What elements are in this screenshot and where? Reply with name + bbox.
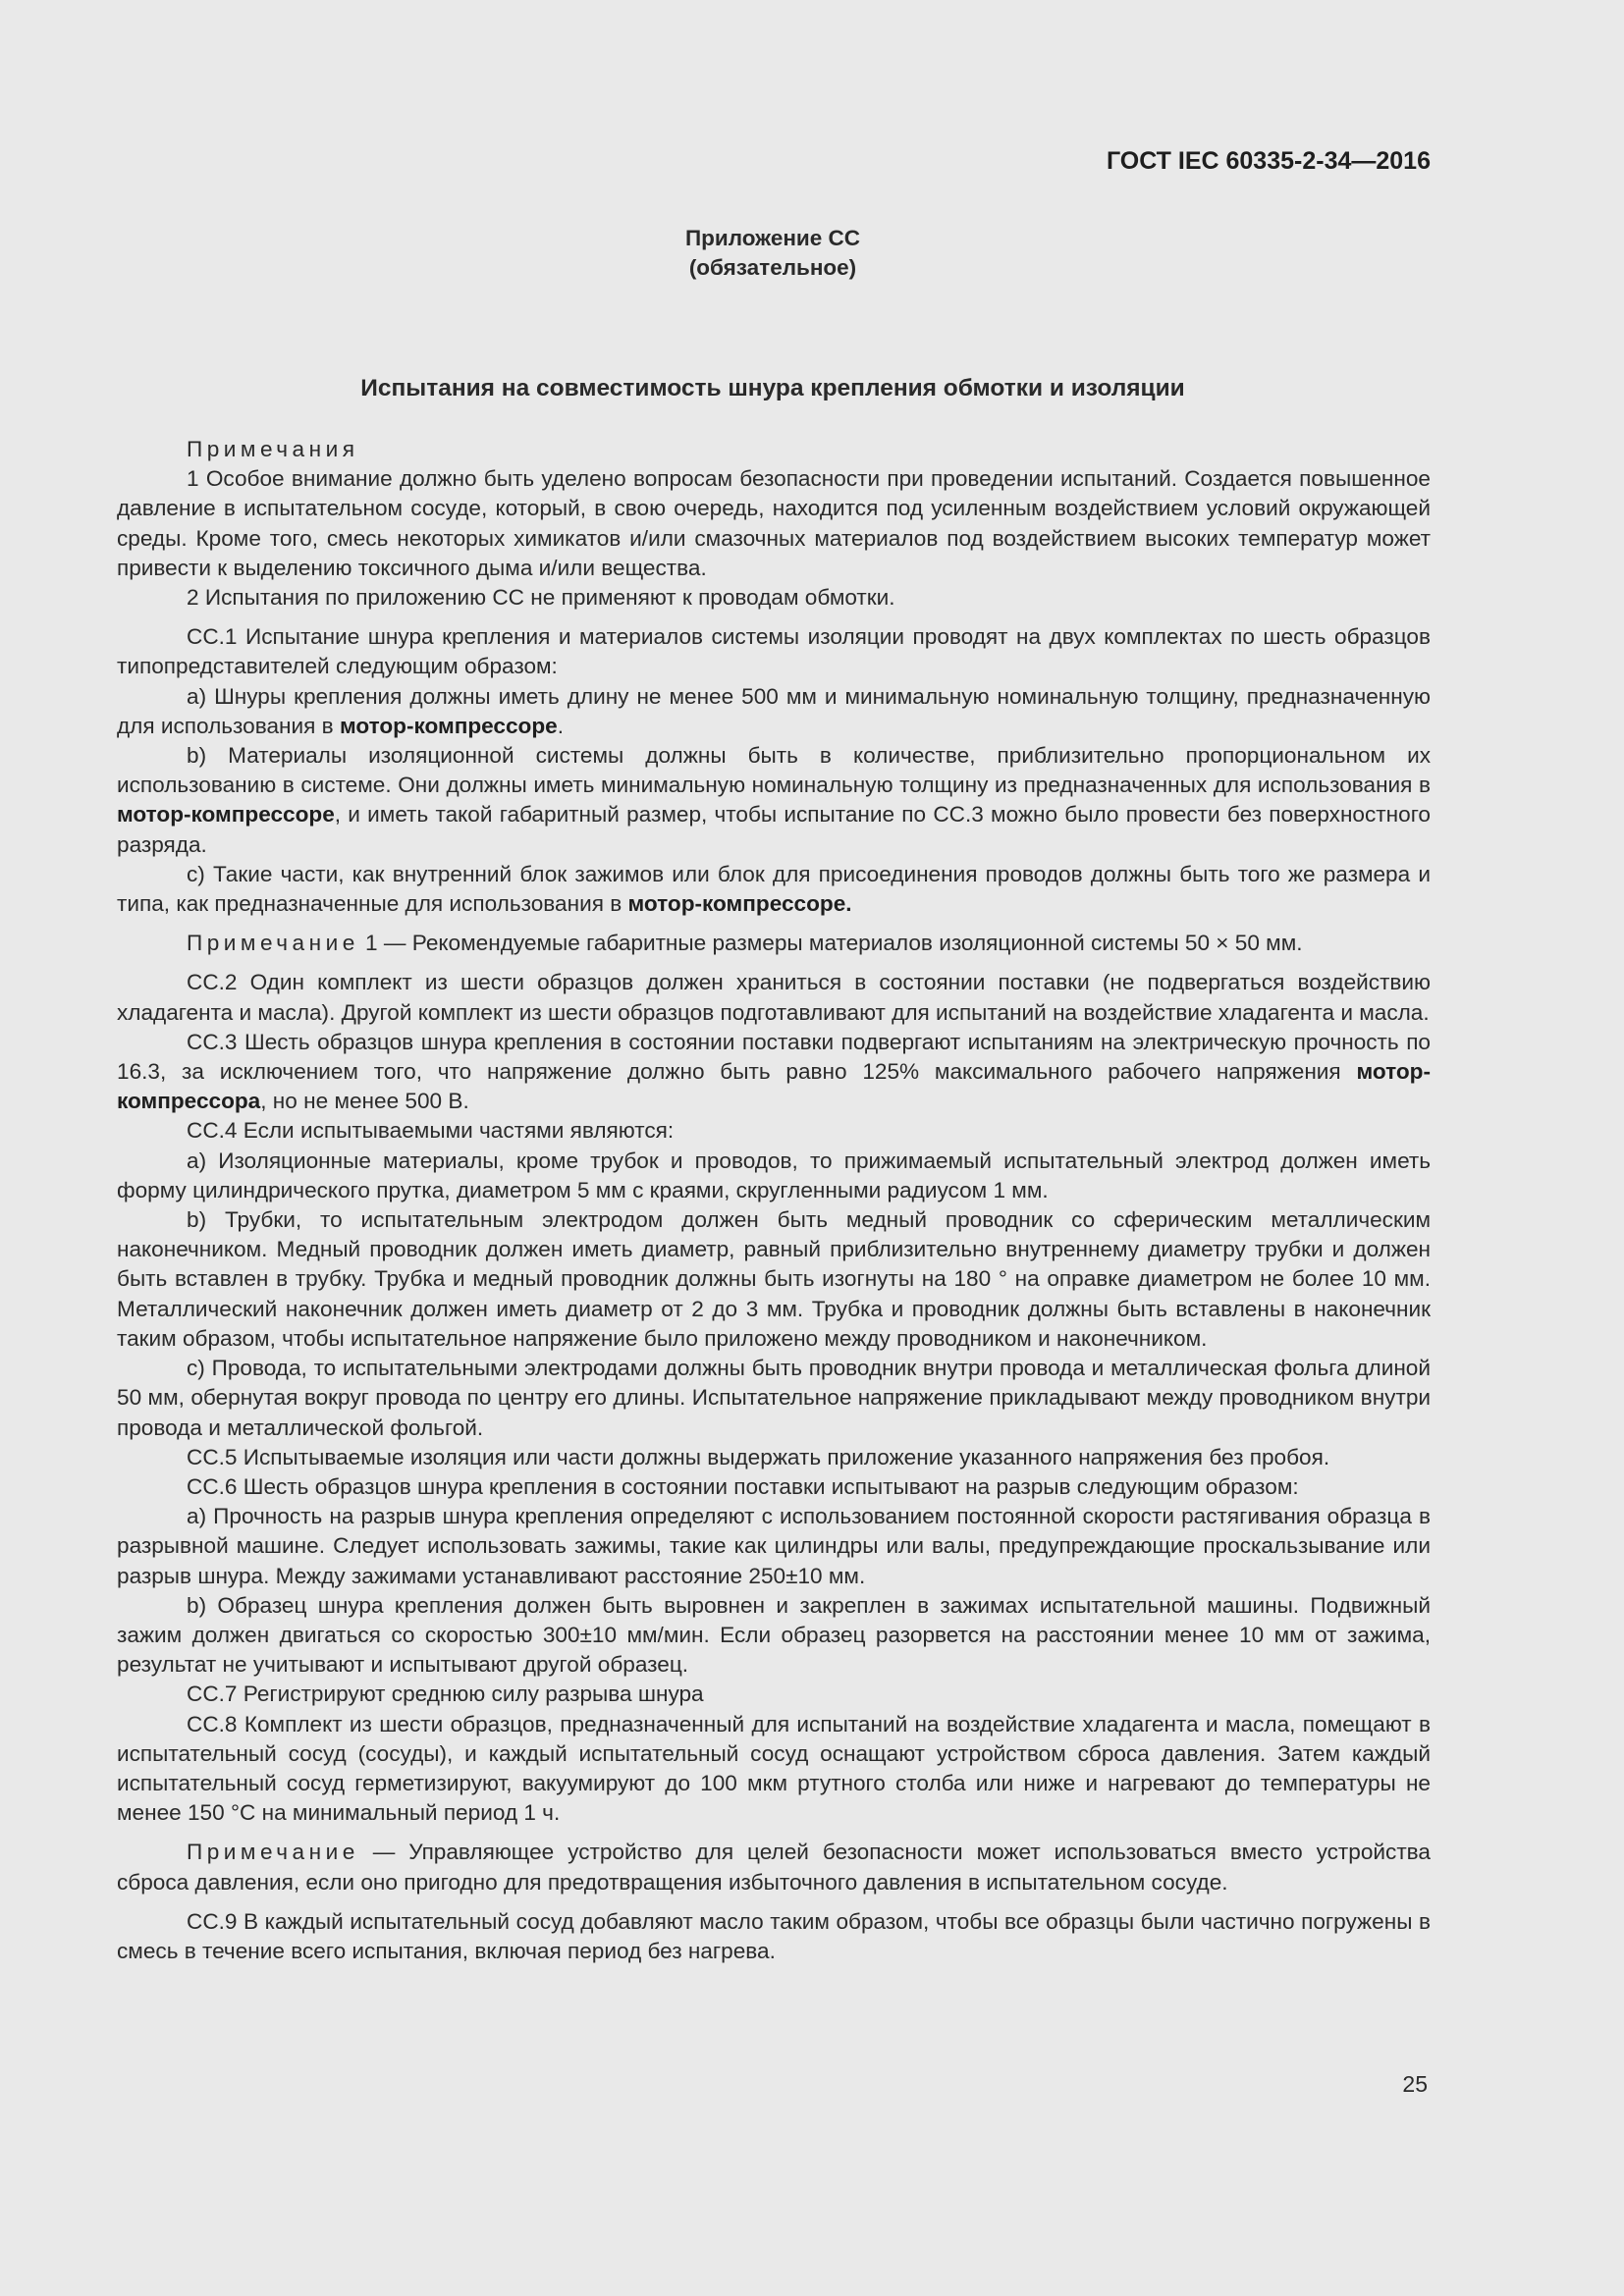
note-cc8 [117, 1838, 1431, 1896]
clause-cc1-c [117, 860, 1431, 919]
clause-cc3-end: , но не менее 500 В. [260, 1089, 469, 1114]
annex-heading [0, 224, 1545, 283]
page-number: 25 [1402, 2071, 1428, 2097]
note-text: 1 — Рекомендуемые габаритные размеры материалов изоляционной системы 50 × 50 мм. [358, 931, 1303, 956]
clause-cc6-b: b) Образец шнура крепления должен быть выровнен и закреплен в зажимах испытательной машины. Подвижный зажим должен двигаться со скоростью 300±10 мм/мин. Если образец разорвется на расстоянии менее 10 мм от зажима, результат не учитывают и испытывают другой образец. [117, 1592, 1431, 1678]
clause-cc4-a: а) Изоляционные материалы, кроме трубок и проводов, то прижимаемый испытательный электрод должен иметь форму цилиндрического прутка, диаметром 5 мм с краями, скругленными радиусом 1 мм. [117, 1148, 1431, 1202]
term-motor-compressor: мотор-компрессоре. [627, 891, 852, 917]
clause-cc1-a-end: . [557, 713, 565, 738]
clause-cc4: СС.4 Если испытываемыми частями являются: [187, 1118, 675, 1144]
clause-cc3 [117, 1028, 1431, 1117]
clause-cc9: СС.9 В каждый испытательный сосуд добавляют масло таким образом, чтобы все образцы были частично погружены в смесь в течение всего испытания, включая период без нагрева. [117, 1908, 1431, 1963]
clause-cc1-b-text: b) Материалы изоляционной системы должны быть в количестве, приблизительно пропорциональном их использованию в системе. Они должны иметь минимальную номинальную толщину из предназначенных для использования в [117, 743, 1431, 798]
clause-cc1-b [117, 741, 1431, 860]
note-label: Примечание [187, 931, 359, 956]
document-code: ГОСТ IEC 60335-2-34—2016 [1106, 147, 1431, 175]
clause-cc4-c: с) Провода, то испытательными электродами должны быть проводник внутри провода и металлическая фольга длиной 50 мм, обернутая вокруг провода по центру его длины. Испытательное напряжение прикладывают между проводником внутри провода и металлической фольгой. [117, 1356, 1431, 1440]
annex-status: (обязательное) [688, 255, 857, 280]
clause-cc1-c-text: с) Такие части, как внутренний блок зажимов или блок для присоединения проводов должны быть того же размера и типа, как предназначенные для использования в [117, 861, 1431, 917]
clause-cc7: СС.7 Регистрируют среднюю силу разрыва шнура [187, 1682, 704, 1707]
document-body [117, 435, 1431, 1966]
clause-cc1-a [117, 682, 1431, 741]
clause-cc1: СС.1 Испытание шнура крепления и материалов системы изоляции проводят на двух комплектах по шесть образцов типопредставителей следующим образом: [117, 624, 1431, 679]
clause-cc8: СС.8 Комплект из шести образцов, предназначенный для испытаний на воздействие хладагента и масла, помещают в испытательный сосуд (сосуды), и каждый испытательный сосуд оснащают устройством сброса давления. Затем каждый испытательный сосуд герметизируют, вакуумируют до 100 мкм ртутного столба или ниже и нагревают до температуры не менее 150 °С на минимальный период 1 ч. [117, 1711, 1431, 1826]
note-text: — Управляющее устройство для целей безопасности может использоваться вместо устройства сброса давления, если оно пригодно для предотвращения избыточного давления в испытательном сосуде. [117, 1840, 1431, 1895]
term-motor-compressor: мотор-компрессоре [339, 713, 558, 738]
annex-title: Приложение СС [684, 226, 861, 250]
clause-cc4-b: b) Трубки, то испытательным электродом должен быть медный проводник со сферическим металлическим наконечником. Медный проводник должен иметь диаметр, равный приблизительно внутреннему диаметру трубки и должен быть вставлен в трубку. Трубка и медный проводник должны быть изогнуты на 180 ° на оправке диаметром не более 10 мм. Металлический наконечник должен иметь диаметр от 2 до 3 мм. Трубка и проводник должны быть вставлены в наконечник таким образом, чтобы испытательное напряжение было приложено между проводником и наконечником. [117, 1207, 1431, 1351]
clause-cc3-text: СС.3 Шесть образцов шнура крепления в состоянии поставки подвергают испытаниям на электрическую прочность по 16.3, за исключением того, что напряжение должно быть равно 125% максимального рабочего напряжения [117, 1029, 1431, 1085]
term-motor-compressor: мотор-компрессоре [117, 802, 335, 828]
notes-heading: Примечания [187, 437, 359, 461]
clause-cc6: СС.6 Шесть образцов шнура крепления в состоянии поставки испытывают на разрыв следующим образом: [187, 1473, 1299, 1499]
note-2: 2 Испытания по приложению СС не применяют к проводам обмотки. [187, 585, 895, 611]
note-1: 1 Особое внимание должно быть уделено вопросам безопасности при проведении испытаний. Создается повышенное давление в испытательном сосуде, который, в свою очередь, находится под усиленным воздействием условий окружающей среды. Кроме того, смесь некоторых химикатов и/или смазочных материалов под воздействием высоких температур может привести к выделению токсичного дыма и/или вещества. [117, 466, 1431, 580]
section-title: Испытания на совместимость шнура крепления обмотки и изоляции [360, 375, 1185, 401]
clause-cc1-b-end: , и иметь такой габаритный размер, чтобы испытание по СС.3 можно было провести без поверхностного разряда. [117, 802, 1431, 857]
clause-cc2: СС.2 Один комплект из шести образцов должен храниться в состоянии поставки (не подвергаться воздействию хладагента и масла). Другой комплект из шести образцов подготавливают для испытаний на воздействие хладагента и масла. [117, 970, 1431, 1025]
clause-cc5: СС.5 Испытываемые изоляция или части должны выдержать приложение указанного напряжения без пробоя. [187, 1444, 1330, 1469]
note-cc1 [117, 929, 1431, 958]
clause-cc1-a-text: а) Шнуры крепления должны иметь длину не менее 500 мм и минимальную номинальную толщину, предназначенную для использования в [117, 683, 1431, 738]
note-label: Примечание [187, 1840, 359, 1865]
clause-cc6-a: а) Прочность на разрыв шнура крепления определяют с использованием постоянной скорости растягивания образца в разрывной машине. Следует использовать зажимы, такие как цилиндры или валы, предупреждающие проскальзывание или разрыв шнура. Между зажимами устанавливают расстояние 250±10 мм. [117, 1504, 1431, 1588]
term-motor-compressor: мотор-компрессора [117, 1059, 1431, 1114]
